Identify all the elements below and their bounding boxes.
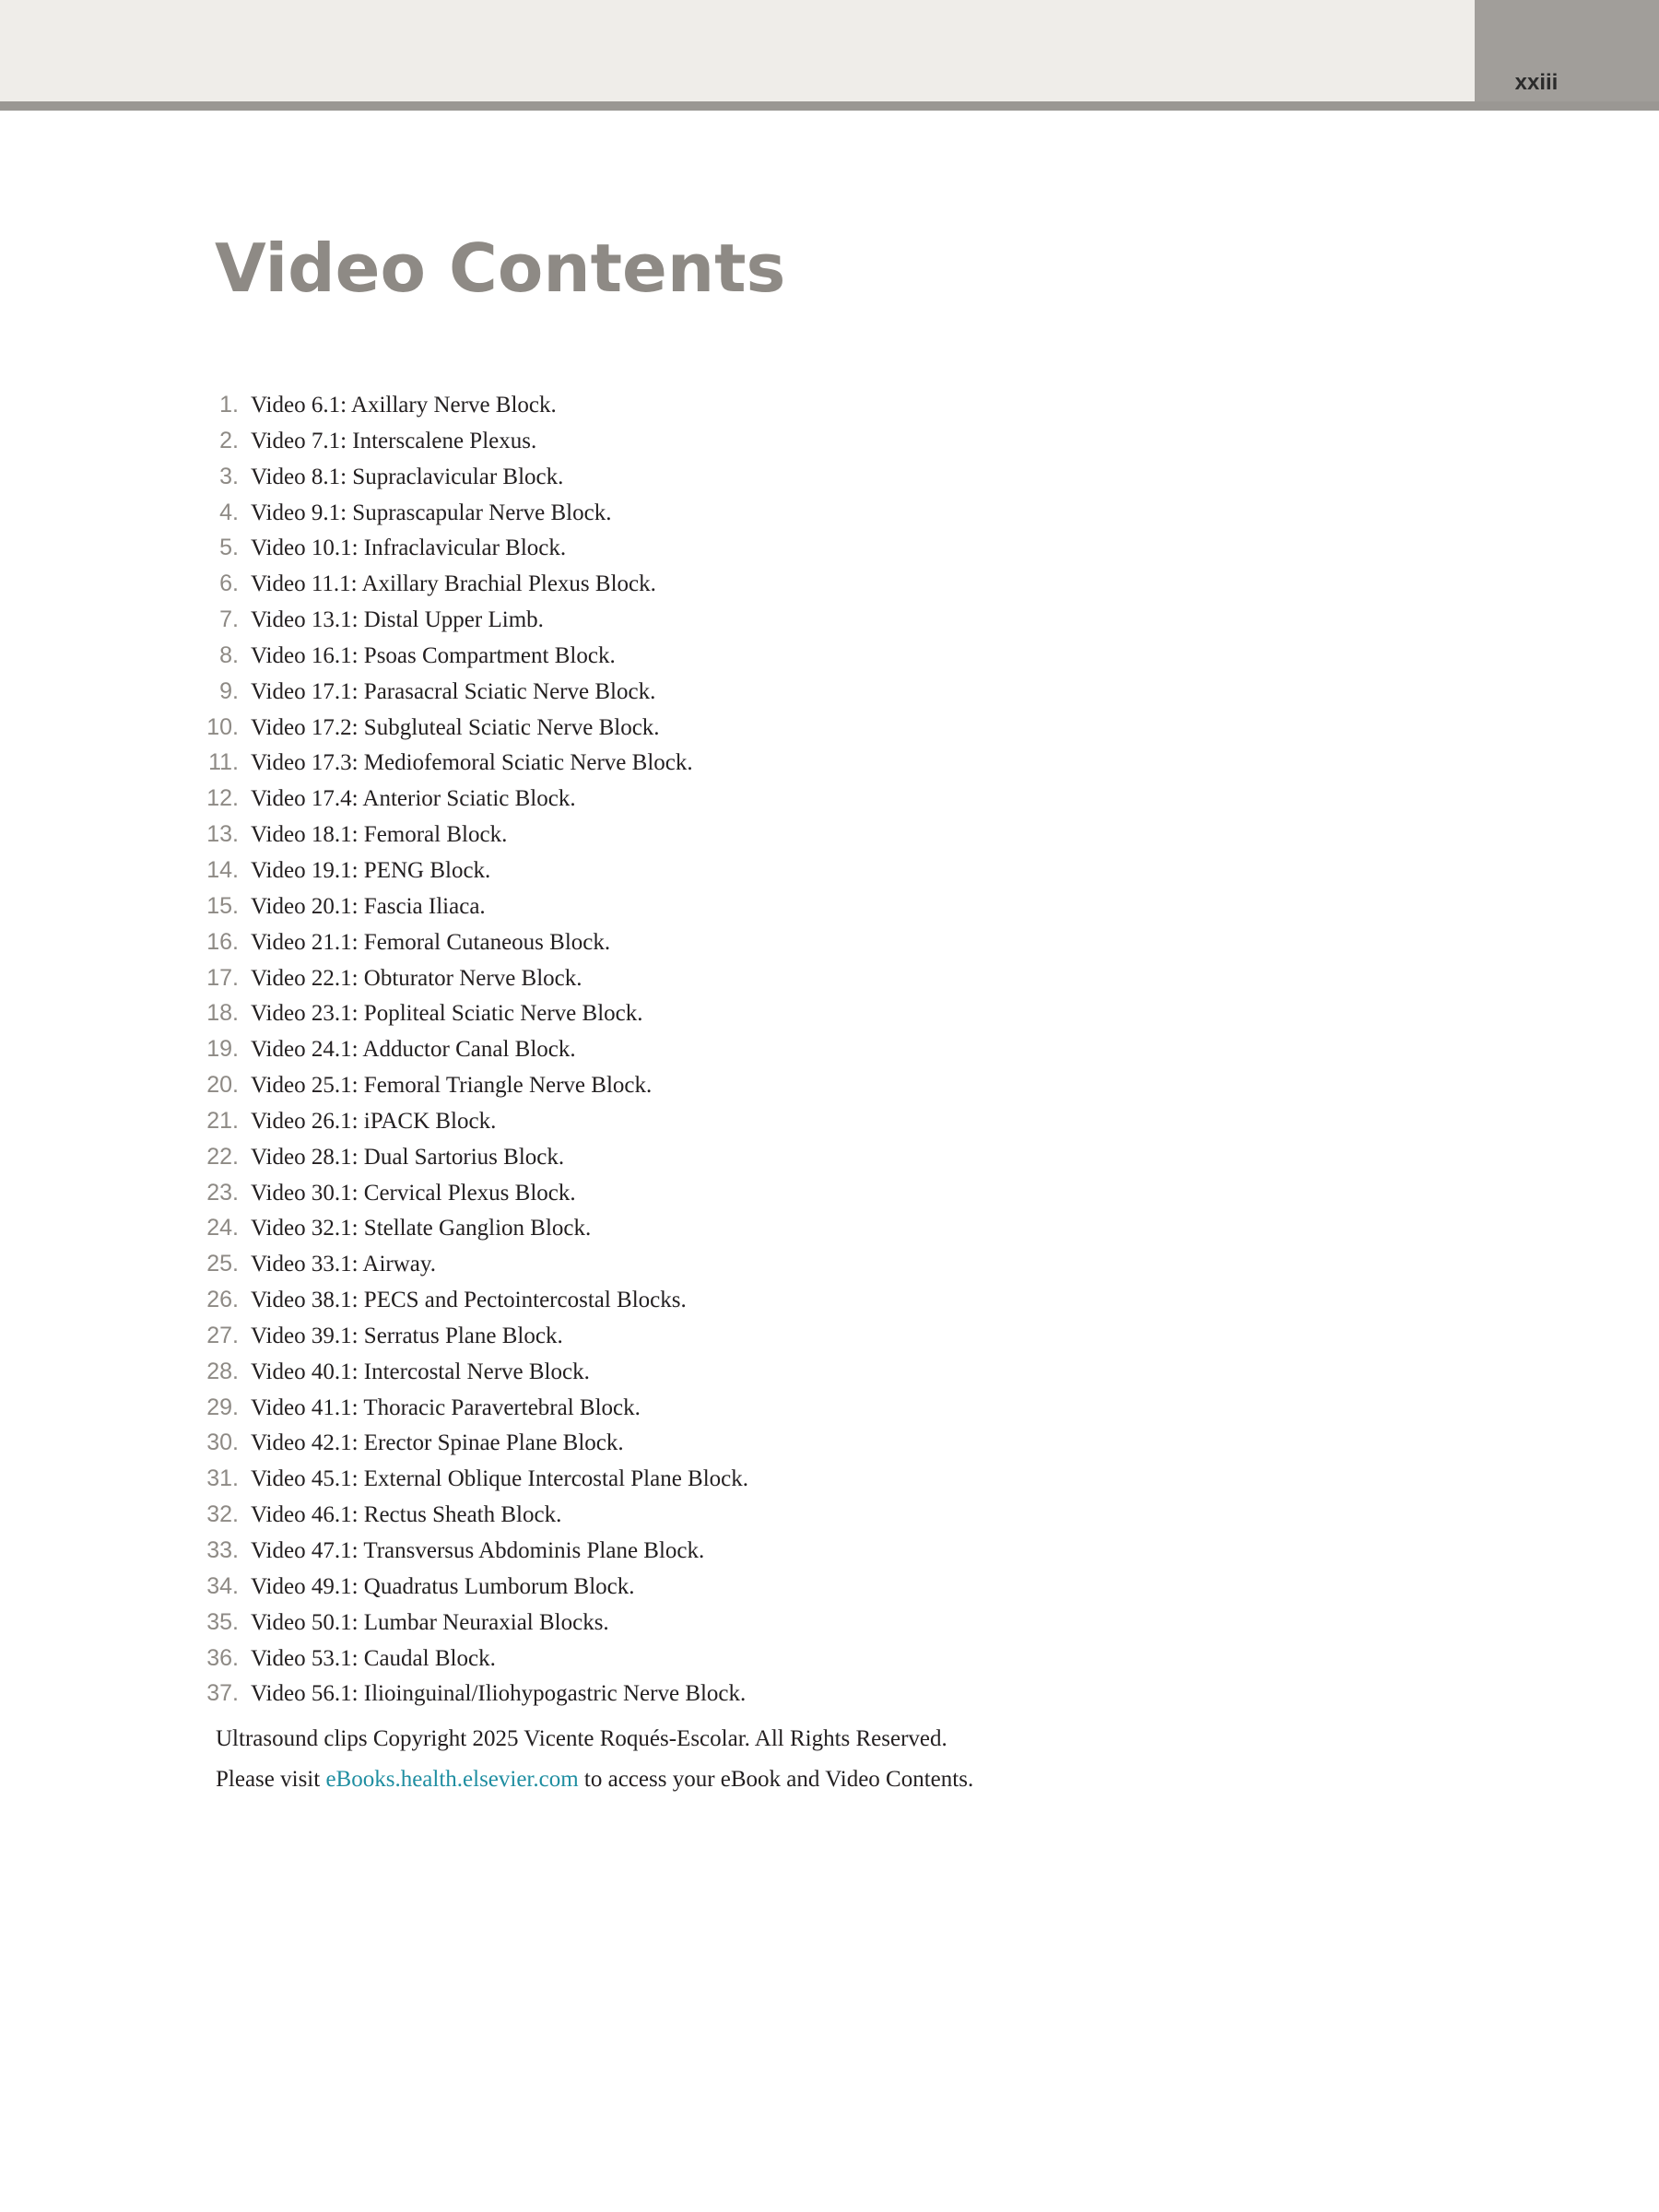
item-number: 15. <box>206 892 239 919</box>
list-item <box>175 638 1281 674</box>
item-number: 11. <box>208 749 239 776</box>
item-number: 25. <box>206 1251 239 1277</box>
video-link[interactable]: Video 17.4: Anterior Sciatic Block. <box>251 786 576 812</box>
item-number: 28. <box>206 1358 239 1384</box>
list-item <box>175 960 1281 996</box>
item-number: 22. <box>206 1143 239 1170</box>
item-number: 17. <box>206 964 239 991</box>
visit-prefix: Please visit <box>216 1767 326 1792</box>
video-link[interactable]: Video 21.1: Femoral Cutaneous Block. <box>251 929 611 955</box>
list-item <box>175 817 1281 853</box>
header-rule <box>0 101 1659 111</box>
item-number: 26. <box>206 1287 239 1313</box>
list-item <box>175 1103 1281 1139</box>
list-item <box>175 1425 1281 1461</box>
list-item <box>175 710 1281 746</box>
item-number: 21. <box>206 1107 239 1134</box>
item-number: 20. <box>206 1072 239 1099</box>
list-item <box>175 781 1281 817</box>
item-number: 29. <box>206 1394 239 1420</box>
list-item <box>175 1641 1281 1677</box>
video-link[interactable]: Video 11.1: Axillary Brachial Plexus Block. <box>251 571 656 597</box>
video-link[interactable]: Video 47.1: Transversus Abdominis Plane Block. <box>251 1538 705 1563</box>
item-number: 9. <box>219 677 239 704</box>
list-item <box>175 745 1281 781</box>
video-link[interactable]: Video 46.1: Rectus Sheath Block. <box>251 1502 562 1528</box>
item-number: 34. <box>206 1572 239 1599</box>
visit-suffix: to access your eBook and Video Contents. <box>578 1767 974 1792</box>
video-link[interactable]: Video 18.1: Femoral Block. <box>251 822 508 848</box>
list-item <box>175 924 1281 960</box>
list-item <box>175 1031 1281 1067</box>
video-link[interactable]: Video 7.1: Interscalene Plexus. <box>251 428 537 453</box>
list-item <box>175 674 1281 710</box>
list-item <box>175 530 1281 566</box>
video-link[interactable]: Video 39.1: Serratus Plane Block. <box>251 1323 563 1348</box>
video-link[interactable]: Video 24.1: Adductor Canal Block. <box>251 1037 576 1063</box>
list-item <box>175 995 1281 1031</box>
item-number: 30. <box>206 1430 239 1456</box>
list-item <box>175 1175 1281 1211</box>
video-link[interactable]: Video 40.1: Intercostal Nerve Block. <box>251 1359 590 1384</box>
video-link[interactable]: Video 17.2: Subgluteal Sciatic Nerve Block. <box>251 714 660 740</box>
list-item <box>175 1390 1281 1426</box>
item-number: 7. <box>219 606 239 633</box>
video-link[interactable]: Video 50.1: Lumbar Neuraxial Blocks. <box>251 1609 609 1635</box>
video-link[interactable]: Video 13.1: Distal Upper Limb. <box>251 607 544 633</box>
list-item <box>175 1354 1281 1390</box>
list-item <box>175 853 1281 888</box>
video-link[interactable]: Video 41.1: Thoracic Paravertebral Block. <box>251 1394 641 1420</box>
video-link[interactable]: Video 9.1: Suprascapular Nerve Block. <box>251 500 612 525</box>
list-item <box>175 1461 1281 1497</box>
item-number: 13. <box>206 821 239 848</box>
video-link[interactable]: Video 30.1: Cervical Plexus Block. <box>251 1180 576 1206</box>
video-link[interactable]: Video 17.1: Parasacral Sciatic Nerve Block. <box>251 678 656 704</box>
item-number: 31. <box>206 1465 239 1492</box>
list-item <box>175 1569 1281 1605</box>
video-link[interactable]: Video 28.1: Dual Sartorius Block. <box>251 1144 565 1170</box>
video-link[interactable]: Video 32.1: Stellate Ganglion Block. <box>251 1216 592 1241</box>
item-number: 32. <box>206 1501 239 1528</box>
video-link[interactable]: Video 22.1: Obturator Nerve Block. <box>251 965 582 991</box>
item-number: 1. <box>219 392 239 418</box>
item-number: 10. <box>206 713 239 740</box>
item-number: 2. <box>219 427 239 453</box>
item-number: 6. <box>219 571 239 597</box>
list-item <box>175 1246 1281 1282</box>
list-item <box>175 1067 1281 1103</box>
ebooks-link[interactable]: eBooks.health.elsevier.com <box>325 1767 579 1792</box>
item-number: 8. <box>219 641 239 668</box>
item-number: 3. <box>219 463 239 489</box>
video-link[interactable]: Video 26.1: iPACK Block. <box>251 1108 497 1134</box>
list-item <box>175 888 1281 924</box>
item-number: 16. <box>206 928 239 955</box>
video-link[interactable]: Video 49.1: Quadratus Lumborum Block. <box>251 1573 635 1599</box>
video-link[interactable]: Video 17.3: Mediofemoral Sciatic Nerve Block. <box>251 750 693 776</box>
page-number: xxiii <box>1514 70 1559 95</box>
video-link[interactable]: Video 38.1: PECS and Pectointercostal Blocks. <box>251 1288 687 1313</box>
list-item <box>175 1497 1281 1533</box>
item-number: 27. <box>206 1322 239 1348</box>
item-number: 23. <box>206 1179 239 1206</box>
item-number: 18. <box>206 1000 239 1027</box>
item-number: 35. <box>206 1608 239 1635</box>
item-number: 19. <box>206 1036 239 1063</box>
video-link[interactable]: Video 33.1: Airway. <box>251 1252 437 1277</box>
list-item <box>175 602 1281 638</box>
list-item <box>175 495 1281 531</box>
list-item <box>175 1533 1281 1569</box>
video-link[interactable]: Video 10.1: Infraclavicular Block. <box>251 535 567 561</box>
item-number: 5. <box>219 535 239 561</box>
video-link[interactable]: Video 19.1: PENG Block. <box>251 857 491 883</box>
item-number: 12. <box>206 785 239 812</box>
list-item <box>175 1676 1281 1712</box>
video-link[interactable]: Video 6.1: Axillary Nerve Block. <box>251 393 557 418</box>
list-item <box>175 1210 1281 1246</box>
item-number: 37. <box>206 1680 239 1707</box>
video-link[interactable]: Video 45.1: External Oblique Intercostal Plane Block. <box>251 1466 749 1492</box>
list-item <box>175 387 1281 423</box>
video-link[interactable]: Video 23.1: Popliteal Sciatic Nerve Block. <box>251 1001 643 1027</box>
video-link[interactable]: Video 8.1: Supraclavicular Block. <box>251 464 564 489</box>
list-item <box>175 1139 1281 1175</box>
video-link[interactable]: Video 25.1: Femoral Triangle Nerve Block. <box>251 1073 653 1099</box>
header-band <box>0 0 1659 101</box>
item-number: 14. <box>206 856 239 883</box>
item-number: 4. <box>219 499 239 525</box>
video-list <box>175 387 1281 1712</box>
video-link[interactable]: Video 42.1: Erector Spinae Plane Block. <box>251 1430 624 1456</box>
visit-notice <box>216 1762 973 1797</box>
copyright-notice: Ultrasound clips Copyright 2025 Vicente Roqués-Escolar. All Rights Reserved. <box>216 1726 947 1751</box>
list-item <box>175 566 1281 602</box>
list-item <box>175 1605 1281 1641</box>
video-link[interactable]: Video 16.1: Psoas Compartment Block. <box>251 642 616 668</box>
item-number: 33. <box>206 1537 239 1563</box>
video-link[interactable]: Video 20.1: Fascia Iliaca. <box>251 893 486 919</box>
item-number: 24. <box>206 1215 239 1241</box>
video-link[interactable]: Video 56.1: Ilioinguinal/Iliohypogastric Nerve Block. <box>251 1681 747 1707</box>
list-item <box>175 459 1281 495</box>
list-item <box>175 423 1281 459</box>
page-title: Video Contents <box>215 229 786 307</box>
item-number: 36. <box>206 1644 239 1671</box>
list-item <box>175 1282 1281 1318</box>
list-item <box>175 1318 1281 1354</box>
video-link[interactable]: Video 53.1: Caudal Block. <box>251 1645 496 1671</box>
